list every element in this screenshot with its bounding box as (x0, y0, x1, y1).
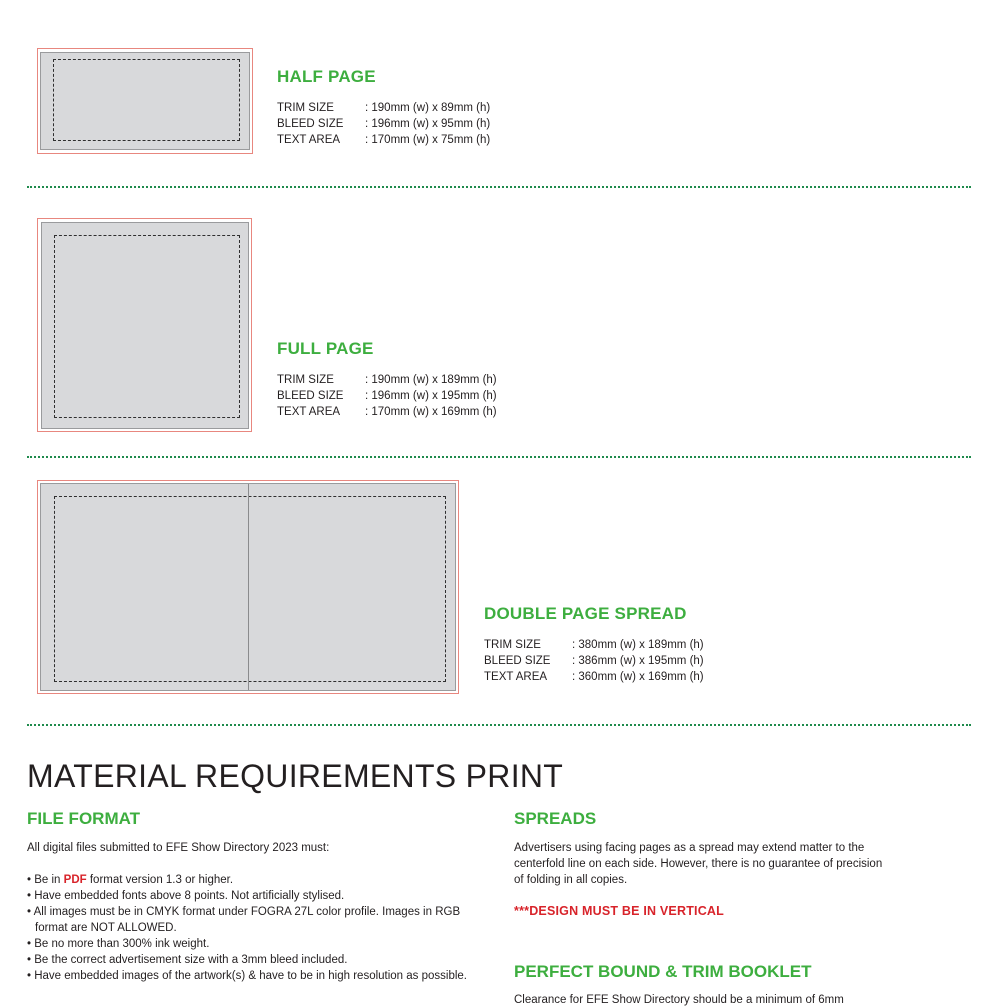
list-item: • Be the correct advertisement size with a 3mm bleed included. (27, 954, 348, 966)
spreads-text: Advertisers using facing pages as a spread may extend matter to the centerfold line on each side. However, there is no guarantee of precision of folding in all copies. (514, 842, 883, 886)
full-page-trim-area (41, 222, 249, 429)
double-page-trim-label: TRIM SIZE (484, 639, 541, 651)
double-page-trim-size (484, 639, 704, 651)
half-page-trim-area (40, 52, 250, 150)
double-page-text-area-size (484, 671, 704, 683)
half-page-trim-label: TRIM SIZE (277, 102, 334, 114)
material-requirements-title: MATERIAL REQUIREMENTS PRINT (27, 758, 564, 794)
full-page-text-area (54, 235, 240, 418)
section-divider (27, 724, 971, 726)
full-page-title: FULL PAGE (277, 339, 374, 358)
double-page-bleed-size (484, 655, 704, 667)
list-item-text: All images must be in CMYK format under FOGRA 27L color profile. Images in RGB format are NOT ALLOWED. (33, 906, 461, 934)
section-divider (27, 186, 971, 188)
perfect-bound-text: Clearance for EFE Show Directory should be a minimum of 6mm (514, 994, 844, 1006)
list-item-text: Be the correct advertisement size with a 3mm bleed included. (34, 954, 348, 966)
spreads-title: SPREADS (514, 809, 597, 828)
perfect-bound-title: PERFECT BOUND & TRIM BOOKLET (514, 962, 812, 981)
list-item: • Have embedded fonts above 8 points. Not artificially stylised. (27, 890, 345, 902)
half-page-trim-value: : 190mm (w) x 89mm (h) (365, 102, 491, 114)
full-page-textarea-label: TEXT AREA (277, 406, 341, 418)
full-page-trim-label: TRIM SIZE (277, 374, 334, 386)
half-page-bleed-value: : 196mm (w) x 95mm (h) (365, 118, 491, 130)
full-page-trim-size (277, 374, 497, 386)
list-item-text: Have embedded fonts above 8 points. Not artificially stylised. (34, 890, 345, 902)
file-format-intro: All digital files submitted to EFE Show Directory 2023 must: (27, 842, 330, 854)
list-item-text: format version 1.3 or higher. (86, 874, 234, 886)
half-page-text-area (53, 59, 240, 141)
full-page-bleed-outline (37, 218, 252, 432)
list-item: • Have embedded images of the artwork(s) & have to be in high resolution as possible. (27, 970, 468, 982)
double-page-textarea-label: TEXT AREA (484, 671, 548, 683)
section-divider (27, 456, 971, 458)
file-format-list (27, 872, 467, 984)
half-page-bleed-outline (37, 48, 253, 154)
full-page-trim-value: : 190mm (w) x 189mm (h) (365, 374, 497, 386)
double-page-bleed-label: BLEED SIZE (484, 655, 551, 667)
double-page-fold-line (248, 484, 249, 690)
half-page-bleed-size (277, 118, 490, 130)
list-item-text: Be no more than 300% ink weight. (34, 938, 210, 950)
double-page-trim-value: : 380mm (w) x 189mm (h) (572, 639, 704, 651)
half-page-trim-size (277, 102, 490, 114)
double-page-trim-area (40, 483, 456, 691)
half-page-title: HALF PAGE (277, 67, 376, 86)
double-page-textarea-value: : 360mm (w) x 169mm (h) (572, 671, 704, 683)
double-page-bleed-value: : 386mm (w) x 195mm (h) (572, 655, 704, 667)
double-page-text-area (54, 496, 446, 682)
full-page-bleed-size (277, 390, 497, 402)
list-item-text: Have embedded images of the artwork(s) & have to be in high resolution as possible. (34, 970, 468, 982)
pdf-highlight: PDF (63, 874, 87, 886)
full-page-bleed-value: : 196mm (w) x 195mm (h) (365, 390, 497, 402)
full-page-textarea-value: : 170mm (w) x 169mm (h) (365, 406, 497, 418)
double-page-title: DOUBLE PAGE SPREAD (484, 604, 687, 623)
list-item: • Be no more than 300% ink weight. (27, 938, 210, 950)
full-page-bleed-label: BLEED SIZE (277, 390, 344, 402)
double-page-bleed-outline (37, 480, 459, 694)
vertical-design-warning: ***DESIGN MUST BE IN VERTICAL (514, 904, 724, 918)
list-item: • Be in PDF format version 1.3 or higher. (27, 874, 234, 886)
half-page-bleed-label: BLEED SIZE (277, 118, 344, 130)
half-page-textarea-label: TEXT AREA (277, 134, 341, 146)
file-format-title: FILE FORMAT (27, 809, 140, 828)
list-item: • All images must be in CMYK format under FOGRA 27L color profile. Images in RGB format are NOT ALLOWED. (27, 906, 461, 934)
full-page-text-area-size (277, 406, 497, 418)
half-page-textarea-value: : 170mm (w) x 75mm (h) (365, 134, 491, 146)
half-page-text-area-size (277, 134, 490, 146)
list-item-text: Be in (34, 874, 64, 886)
